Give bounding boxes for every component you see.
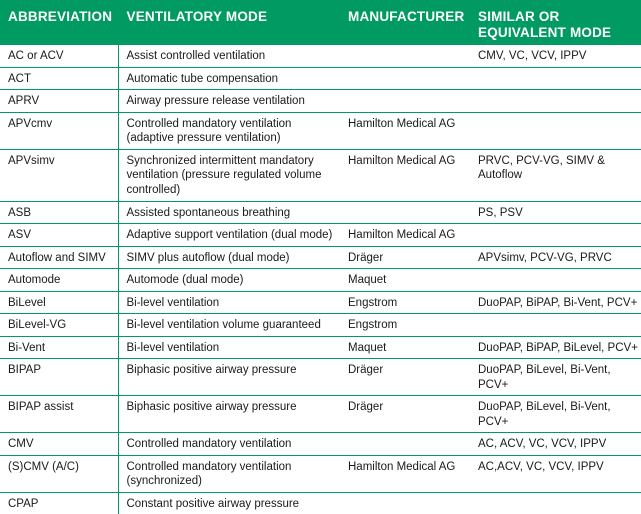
cell-similar xyxy=(470,492,641,514)
cell-abbreviation: AC or ACV xyxy=(0,45,118,67)
cell-similar: AC,ACV, VC, VCV, IPPV xyxy=(470,455,641,492)
cell-mode: Bi-level ventilation volume guaranteed xyxy=(118,314,340,337)
table-row xyxy=(0,246,641,269)
cell-similar: DuoPAP, BiPAP, Bi-Vent, PCV+ xyxy=(470,291,641,314)
table-row xyxy=(0,149,641,201)
cell-mode: Automatic tube compensation xyxy=(118,67,340,90)
cell-abbreviation: Autoflow and SIMV xyxy=(0,246,118,269)
table-row xyxy=(0,45,641,67)
table-row xyxy=(0,336,641,359)
cell-similar xyxy=(470,269,641,292)
cell-manufacturer: Maquet xyxy=(340,269,470,292)
cell-similar xyxy=(470,90,641,113)
cell-abbreviation: ASB xyxy=(0,201,118,224)
cell-similar: CMV, VC, VCV, IPPV xyxy=(478,50,587,62)
cell-manufacturer: Hamilton Medical AG xyxy=(340,455,470,492)
table-row xyxy=(0,112,641,149)
cell-manufacturer: Hamilton Medical AG xyxy=(340,224,470,247)
cell-manufacturer xyxy=(340,90,470,113)
cell-manufacturer: Dräger xyxy=(340,396,470,433)
header-similar-mode: SIMILAR OR EQUIVALENT MODE xyxy=(478,9,612,40)
cell-similar: DuoPAP, BiLevel, Bi-Vent, PCV+ xyxy=(470,396,641,433)
table-row xyxy=(0,396,641,433)
table-row xyxy=(0,67,641,90)
table-header xyxy=(0,0,641,45)
cell-manufacturer xyxy=(340,67,470,90)
cell-mode: Bi-level ventilation xyxy=(118,336,340,359)
cell-mode: Assisted spontaneous breathing xyxy=(118,201,340,224)
cell-similar: DuoPAP, BiLevel, Bi-Vent, PCV+ xyxy=(470,359,641,396)
cell-abbreviation: CMV xyxy=(0,433,118,456)
table-row xyxy=(0,269,641,292)
cell-manufacturer: Maquet xyxy=(340,336,470,359)
cell-similar: AC, ACV, VC, VCV, IPPV xyxy=(470,433,641,456)
cell-mode: SIMV plus autoflow (dual mode) xyxy=(118,246,340,269)
table-row xyxy=(0,201,641,224)
cell-abbreviation: APVsimv xyxy=(0,149,118,201)
cell-mode: Biphasic positive airway pressure xyxy=(118,396,340,433)
cell-mode: Controlled mandatory ventilation (synchronized) xyxy=(118,455,340,492)
cell-similar xyxy=(470,67,641,90)
cell-abbreviation: BIPAP assist xyxy=(0,396,118,433)
cell-manufacturer: Hamilton Medical AG xyxy=(340,112,470,149)
table-row xyxy=(0,455,641,492)
cell-mode: Airway pressure release ventilation xyxy=(118,90,340,113)
cell-abbreviation: Bi-Vent xyxy=(0,336,118,359)
cell-manufacturer xyxy=(340,201,470,224)
cell-mode: Synchronized intermittent mandatory ventilation (pressure regulated volume controlled) xyxy=(118,149,340,201)
table-row xyxy=(0,224,641,247)
cell-manufacturer: Dräger xyxy=(340,359,470,396)
table-row xyxy=(0,291,641,314)
cell-similar: APVsimv, PCV-VG, PRVC xyxy=(470,246,641,269)
cell-similar xyxy=(470,224,641,247)
cell-abbreviation: ACT xyxy=(0,67,118,90)
cell-mode: Constant positive airway pressure xyxy=(118,492,340,514)
cell-manufacturer: Dräger xyxy=(340,246,470,269)
header-row xyxy=(0,0,641,45)
cell-mode: Assist controlled ventilation xyxy=(126,50,266,62)
cell-manufacturer: Engstrom xyxy=(340,314,470,337)
cell-abbreviation: (S)CMV (A/C) xyxy=(0,455,118,492)
cell-abbreviation: APVcmv xyxy=(0,112,118,149)
header-manufacturer: MANUFACTURER xyxy=(348,9,465,24)
cell-manufacturer: Hamilton Medical AG xyxy=(340,149,470,201)
cell-abbreviation: CPAP xyxy=(0,492,118,514)
cell-mode: Controlled mandatory ventilation (adaptive pressure ventilation) xyxy=(118,112,340,149)
cell-abbreviation: BiLevel xyxy=(0,291,118,314)
cell-manufacturer: Engstrom xyxy=(340,291,470,314)
table-body xyxy=(0,45,641,514)
cell-abbreviation: APRV xyxy=(0,90,118,113)
cell-similar xyxy=(470,112,641,149)
cell-mode: Automode (dual mode) xyxy=(118,269,340,292)
table-row xyxy=(0,359,641,396)
cell-manufacturer xyxy=(340,45,470,67)
cell-abbreviation: BIPAP xyxy=(0,359,118,396)
cell-similar: PS, PSV xyxy=(470,201,641,224)
cell-mode: Bi-level ventilation xyxy=(118,291,340,314)
cell-manufacturer xyxy=(340,433,470,456)
cell-abbreviation: ASV xyxy=(0,224,118,247)
cell-manufacturer xyxy=(340,492,470,514)
cell-similar xyxy=(470,314,641,337)
table-row xyxy=(0,433,641,456)
cell-mode: Biphasic positive airway pressure xyxy=(118,359,340,396)
cell-similar: PRVC, PCV-VG, SIMV & Autoflow xyxy=(470,149,641,201)
cell-mode: Adaptive support ventilation (dual mode) xyxy=(118,224,340,247)
table-row xyxy=(0,314,641,337)
header-ventilatory-mode: VENTILATORY MODE xyxy=(126,9,268,24)
cell-abbreviation: Automode xyxy=(0,269,118,292)
table-row xyxy=(0,492,641,514)
cell-abbreviation: BiLevel-VG xyxy=(0,314,118,337)
cell-similar: DuoPAP, BiPAP, BiLevel, PCV+ xyxy=(470,336,641,359)
cell-mode: Controlled mandatory ventilation xyxy=(118,433,340,456)
table-row xyxy=(0,90,641,113)
header-abbreviation: ABBREVIATION xyxy=(0,0,118,45)
